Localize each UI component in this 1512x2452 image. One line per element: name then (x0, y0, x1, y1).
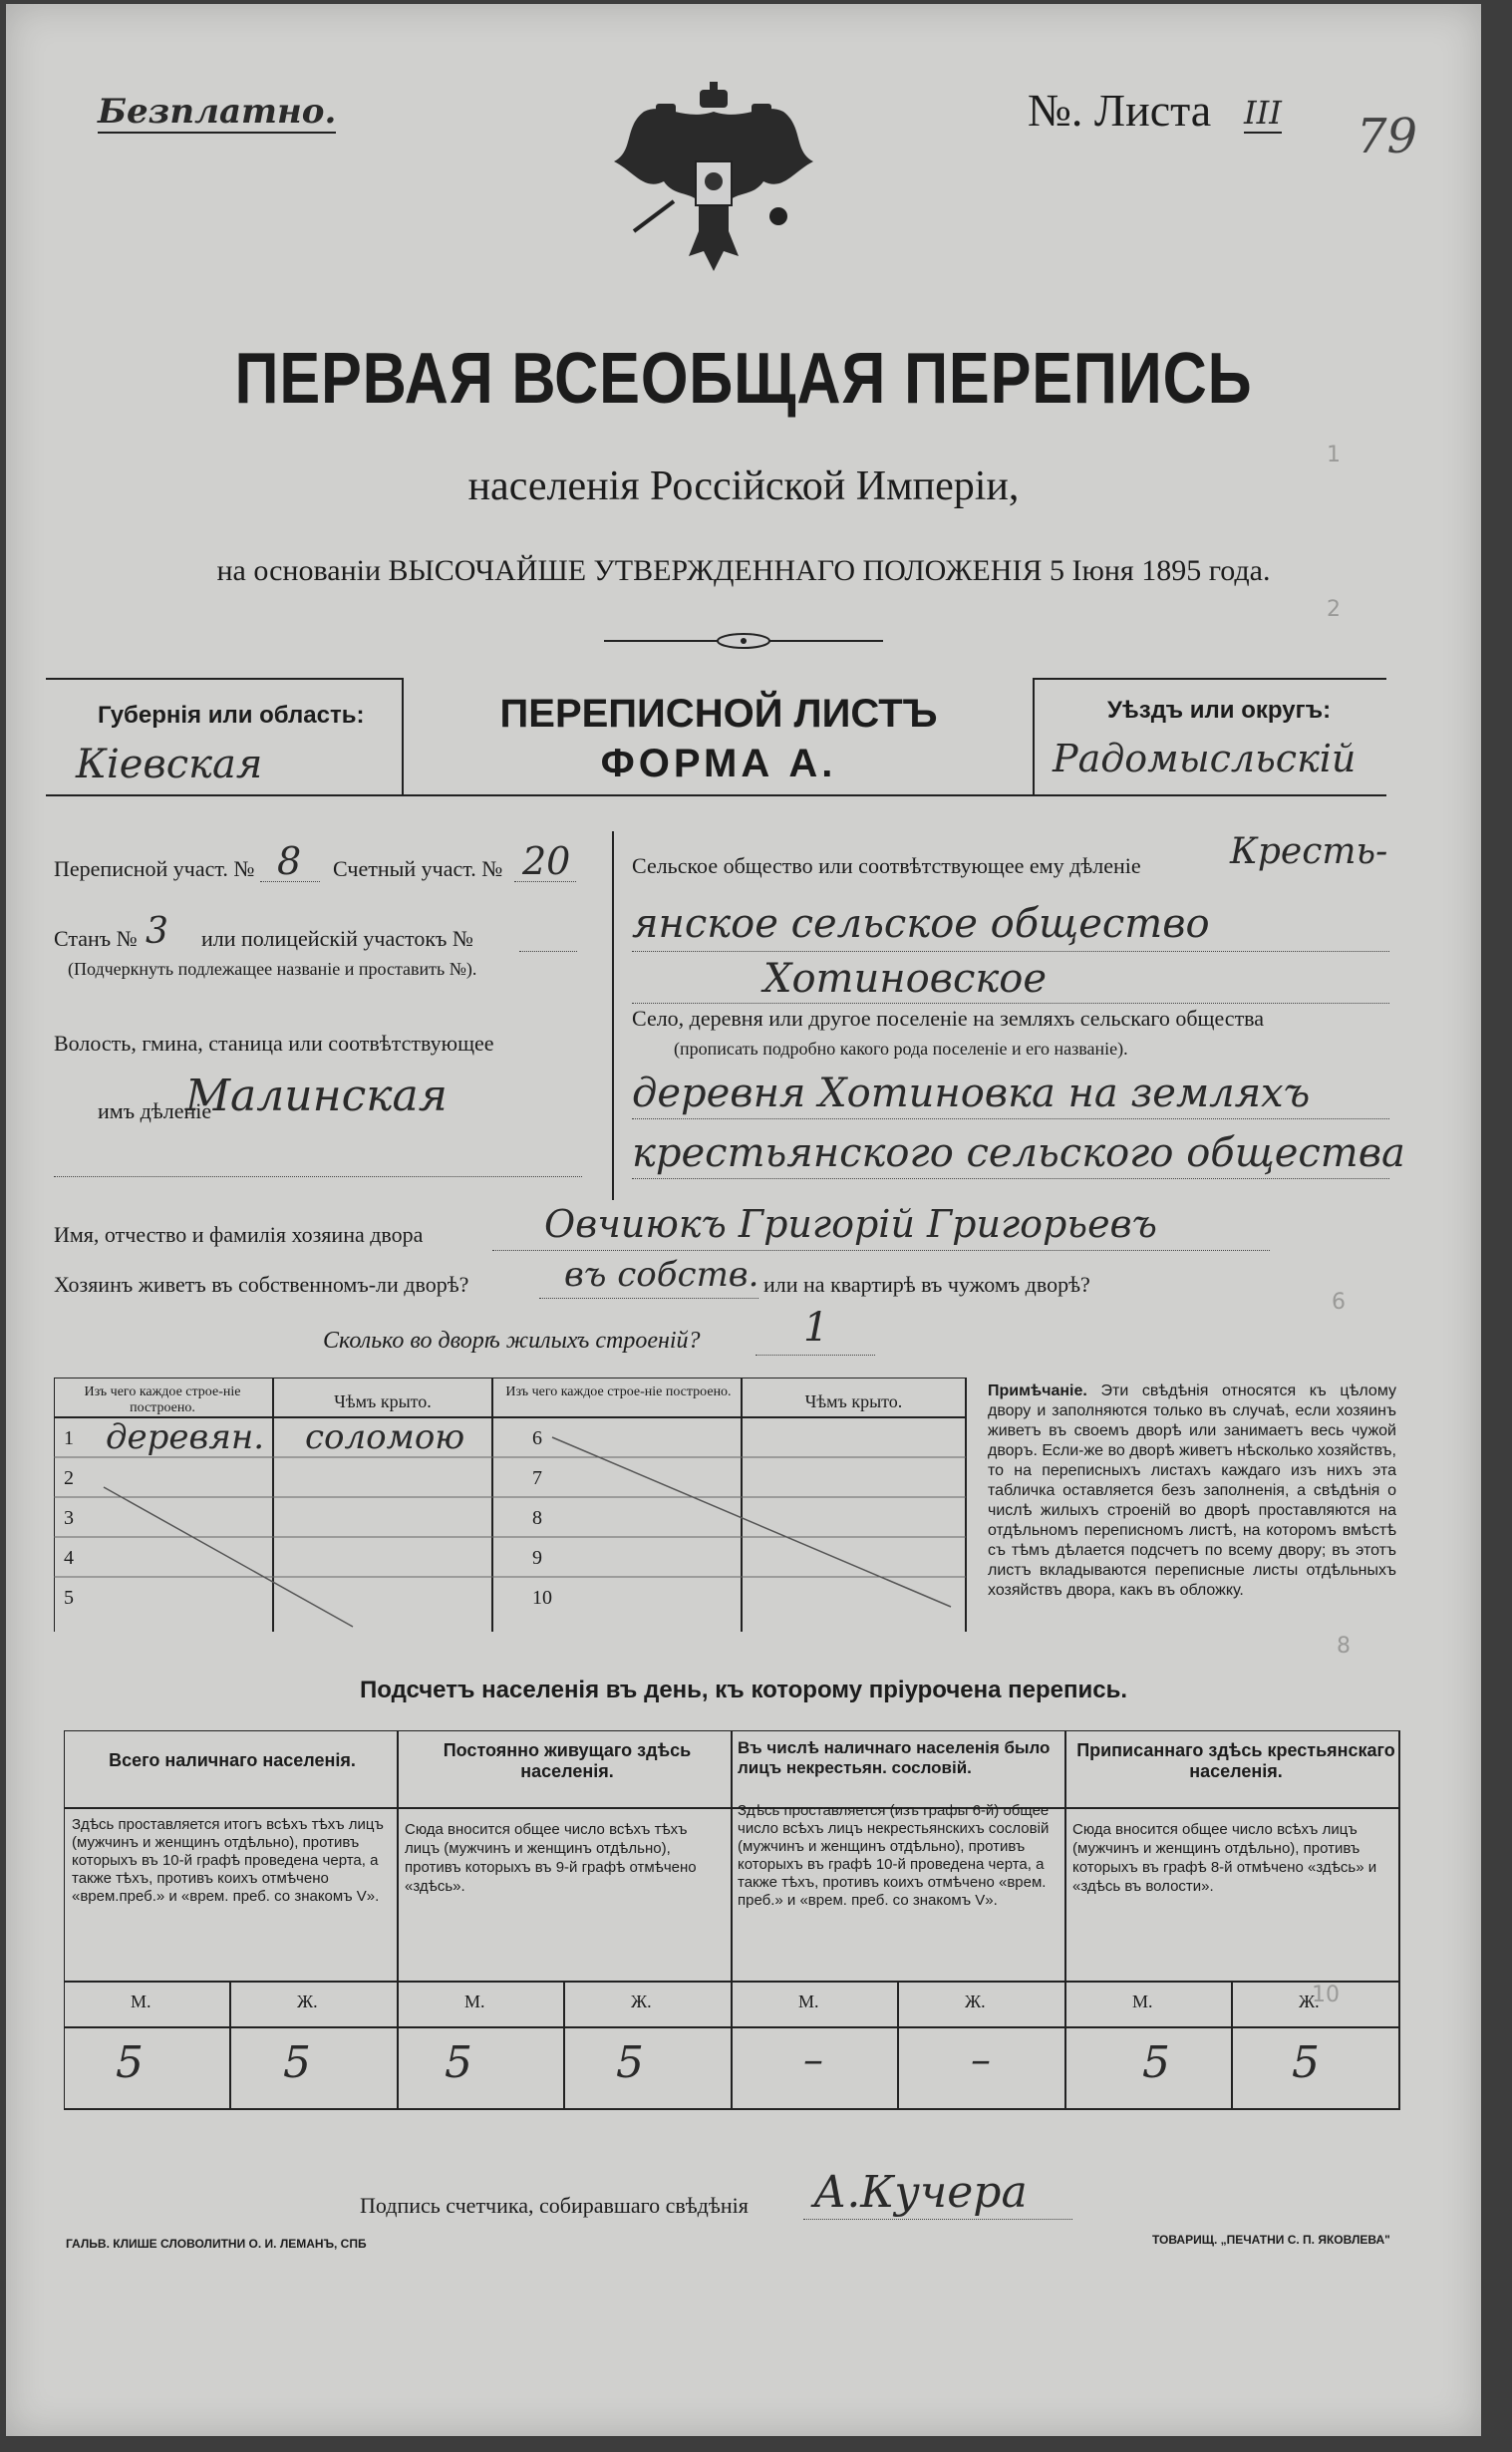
stan-value: 3 (146, 911, 168, 952)
owner-lives-value: въ собств. (564, 1255, 759, 1295)
sheet-number-label: №. Листа (1028, 85, 1212, 136)
schetny-value: 20 (522, 839, 571, 883)
col-roof-right: Чѣмъ крыто. (804, 1391, 903, 1411)
volost-value: Малинская (185, 1071, 448, 1121)
village-note: (прописать подробно какого рода поселеніе и его названіе). (674, 1039, 1128, 1059)
count-m-2: М. (464, 1992, 485, 2011)
row-8: 8 (532, 1507, 542, 1529)
society-value-1: Кресть- (1230, 831, 1388, 872)
count-value-1: 5 (116, 2037, 144, 2088)
count-col2-desc: Сюда вносится общее число всѣхъ тѣхъ лицъ (мужчинъ и женщинъ отдѣльно), противъ которыхъ въ 9-й графѣ отмѣчено «здѣсь». (405, 1821, 697, 1895)
basis-line: на основаніи ВЫСОЧАЙШЕ УТВЕРЖДЕННАГО ПОЛОЖЕНІЯ 5 Іюня 1895 года. (216, 554, 1271, 587)
col-material-left: Изъ чего каждое строе-ніе построено. (84, 1384, 241, 1415)
form-header-divider (46, 794, 1386, 796)
count-value-6: – (971, 2037, 991, 2083)
gubernia-label: Губернія или область: (98, 702, 365, 729)
row-5: 5 (64, 1587, 74, 1609)
remark-note (988, 1381, 1396, 1601)
row-6: 6 (532, 1427, 542, 1449)
village-line-2 (632, 1178, 1389, 1179)
society-value-3: Хотиновское (763, 956, 1048, 1002)
signature-label: Подпись счетчика, собиравшаго свѣдѣнія (360, 2193, 749, 2218)
row-9: 9 (532, 1547, 542, 1569)
village-line-1 (632, 1118, 1389, 1119)
bleed-8: 8 (1337, 1634, 1351, 1659)
count-value-2: 5 (283, 2037, 311, 2088)
remark-text: Эти свѣдѣнія относятся къ цѣлому двору и заполняются только въ случаѣ, если хозяинъ живетъ въ своемъ дворѣ или занимаетъ весь чужой дворъ. Если-же во дворѣ живетъ нѣсколько хозяйствъ, то на переписныхъ листахъ каждаго изъ нихъ эта табличка оставляется безъ заполненія, а свѣдѣнія о числѣ жилыхъ строеній во дворѣ проставляются на отдѣльномъ переписномъ листѣ, на которомъ вмѣстѣ съ тѣмъ дѣлается подсчетъ по всему двору; въ этотъ листъ вкладываются переписные листы отдѣльныхъ хозяйствъ двора, какъ въ обложку. (988, 1382, 1396, 1599)
buildings-line (756, 1355, 875, 1356)
row-3: 3 (64, 1507, 74, 1529)
bleed-6: 6 (1332, 1290, 1346, 1315)
count-value-8: 5 (1292, 2037, 1320, 2088)
form-name-line2: ФОРМА А. (600, 742, 837, 785)
owner-name-line (492, 1250, 1270, 1251)
buildings-table (54, 1378, 971, 1637)
row-1: 1 (64, 1427, 74, 1449)
village-value-1: деревня Хотиновка на земляхъ (632, 1071, 1311, 1116)
fields-divider (612, 831, 614, 1200)
schetny-label: Счетный участ. № (333, 856, 503, 881)
police-underline (519, 951, 577, 952)
col-material-right: Изъ чего каждое строе-ніе построено. (505, 1384, 732, 1399)
uezd-label: Уѣздъ или округъ: (1107, 697, 1332, 724)
signature-value: А.Кучера (813, 2167, 1028, 2218)
stan-label: Станъ № (54, 926, 138, 951)
count-zh-2: Ж. (631, 1992, 652, 2011)
count-col3-head: Въ числѣ наличнаго населенія было лицъ некрестьян. сословій. (738, 1738, 1051, 1777)
count-zh-1: Ж. (297, 1992, 318, 2011)
bleed-10: 10 (1312, 1983, 1340, 2007)
footer-left: ГАЛЬВ. КЛИШЕ СЛОВОЛИТНИ О. И. ЛЕМАНЪ, СПБ (66, 2237, 367, 2251)
uezd-value: Радомысльскій (1053, 737, 1357, 780)
count-col3-desc: Здѣсь проставляется (изъ графы 6-й) общее число всѣхъ лицъ некрестьянскихъ сословій (мужчинъ и женщинъ отдѣльно), противъ которыхъ въ графѣ 10-й проведена черта, а также тѣхъ, противъ коихъ отмѣчено «врем. преб.» и «врем. преб. со знакомъ V». (738, 1802, 1050, 1909)
uchastok-value: 8 (277, 839, 302, 883)
schetny-underline (514, 881, 576, 882)
uezd-box-top (1033, 678, 1386, 680)
signature-line (803, 2219, 1072, 2220)
row-4: 4 (64, 1547, 74, 1569)
owner-lives-line (539, 1298, 758, 1299)
gubernia-box-top (46, 678, 402, 680)
count-m-3: М. (798, 1992, 819, 2011)
owner-name-label: Имя, отчество и фамилія хозяина двора (54, 1222, 424, 1247)
society-value-2: янское сельское общество (632, 901, 1210, 947)
main-title: ПЕРВАЯ ВСЕОБЩАЯ ПЕРЕПИСЬ (234, 339, 1253, 419)
row1-material: деревян. (106, 1417, 265, 1457)
count-zh-4: Ж. (1299, 1992, 1320, 2011)
bleed-1: 1 (1327, 443, 1341, 467)
row1-roof: соломою (305, 1417, 465, 1457)
volost-label: Волость, гмина, станица или соотвѣтствующее (54, 1031, 494, 1056)
buildings-value: 1 (803, 1305, 829, 1351)
row-7: 7 (532, 1467, 542, 1489)
village-value-2: крестьянского сельского общества (632, 1130, 1405, 1176)
sheet-number-value: III (1244, 94, 1282, 132)
count-value-7: 5 (1142, 2037, 1170, 2088)
col-roof-left: Чѣмъ крыто. (334, 1391, 432, 1411)
count-col1-head: Всего наличнаго населенія. (109, 1750, 356, 1770)
eagle-emblem-icon (604, 82, 823, 281)
remark-title: Примѣчаніе. (988, 1382, 1087, 1399)
uchastok-label: Переписной участ. № (54, 856, 255, 881)
archive-number: 79 (1357, 109, 1418, 164)
count-value-4: 5 (616, 2037, 644, 2088)
society-label: Сельское общество или соотвѣтствующее ему дѣленіе (632, 853, 1141, 878)
bleed-2: 2 (1327, 597, 1341, 622)
count-m-4: М. (1132, 1992, 1153, 2011)
village-label: Село, деревня или другое поселеніе на земляхъ сельскаго общества (632, 1006, 1265, 1031)
census-sheet (6, 4, 1481, 2436)
society-line-2 (632, 951, 1389, 952)
ornament-divider-icon (604, 630, 883, 652)
volost-label2: имъ дѣленіе (98, 1098, 212, 1123)
row-10: 10 (532, 1587, 552, 1609)
buildings-label: Сколько во дворѣ жилыхъ строеній? (323, 1328, 701, 1354)
count-table (64, 1730, 1409, 2129)
gubernia-value: Кіевская (76, 742, 263, 787)
society-line-3 (632, 1003, 1389, 1004)
volost-extra-line (54, 1176, 582, 1177)
underline-note: (Подчеркнуть подлежащее названіе и проставить №). (68, 959, 477, 979)
owner-name-value: Овчиюкъ Григорій Григорьевъ (544, 1202, 1157, 1246)
count-col2-head: Постоянно живущаго здѣсь населенія. (443, 1740, 692, 1781)
footer-right: ТОВАРИЩ. „ПЕЧАТНИ С. П. ЯКОВЛЕВА" (1152, 2233, 1390, 2247)
uchastok-underline (260, 881, 320, 882)
owner-lives-label: Хозяинъ живетъ въ собственномъ-ли дворѣ? (54, 1272, 469, 1297)
count-title: Подсчетъ населенія въ день, къ которому пріурочена перепись. (360, 1677, 1127, 1703)
owner-or-label: или на квартирѣ въ чужомъ дворѣ? (763, 1272, 1090, 1297)
count-col4-desc: Сюда вносится общее число всѣхъ лицъ (мужчинъ и женщинъ отдѣльно), противъ которыхъ въ графѣ 8-й отмѣчено «здѣсь» и «здѣсь въ волости». (1072, 1821, 1377, 1895)
subtitle: населенія Россійской Имперіи, (467, 463, 1020, 509)
count-col1-desc: Здѣсь проставляется итогъ всѣхъ тѣхъ лицъ (мужчинъ и женщинъ отдѣльно), противъ которыхъ въ 10-й графѣ проведена черта, а также тѣхъ, противъ коихъ отмѣчено «врем.преб.» и «врем. преб. со знакомъ V». (72, 1816, 384, 1905)
count-m-1: М. (131, 1992, 151, 2011)
count-col4-head: Приписаннаго здѣсь крестьянскаго населенія. (1076, 1740, 1395, 1781)
form-name-line1: ПЕРЕПИСНОЙ ЛИСТЪ (499, 692, 938, 736)
free-stamp: Безплатно. (98, 92, 337, 132)
count-zh-3: Ж. (965, 1992, 986, 2011)
row-2: 2 (64, 1467, 74, 1489)
count-value-5: – (803, 2037, 823, 2083)
count-value-3: 5 (445, 2037, 472, 2088)
police-label: или полицейскій участокъ № (201, 926, 473, 951)
